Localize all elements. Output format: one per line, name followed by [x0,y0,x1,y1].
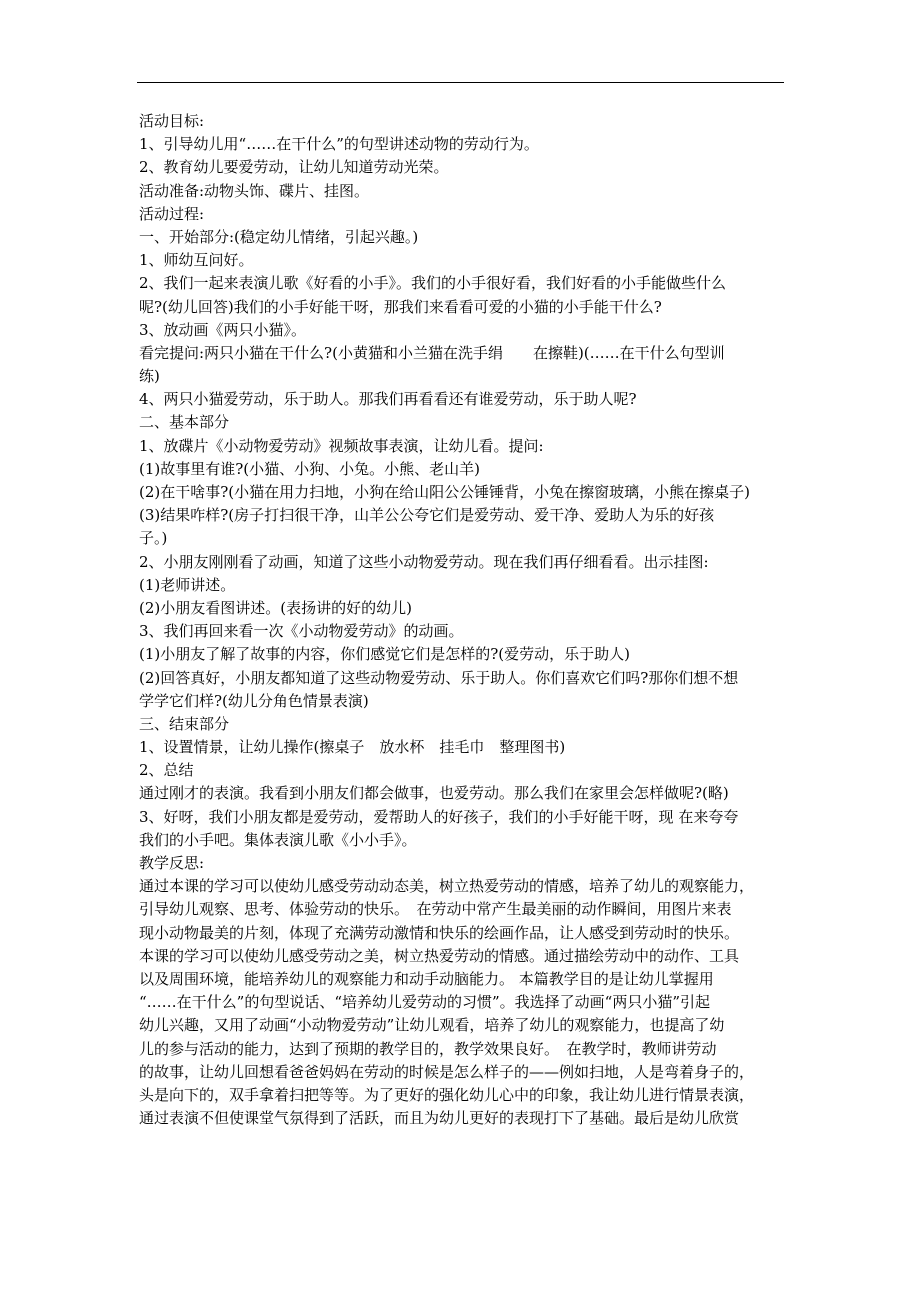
text-line: 2、教育幼儿要爱劳动，让幼儿知道劳动光荣。 [139,158,449,177]
text-line: 一、开始部分:(稳定幼儿情绪，引起兴趣。) [139,227,419,246]
text-line: 现小动物最美的片刻，体现了充满劳动激情和快乐的绘画作品，让人感受到劳动时的快乐。 [139,923,740,942]
text-line: (2)回答真好，小朋友都知道了这些动物爱劳动、乐于助人。你们喜欢它们吗?那你们想不想 [139,668,739,687]
text-line: 学学它们样?(幼儿分角色情景表演) [139,691,369,710]
text-line: 练) [139,367,160,386]
text-line: 引导幼儿观察、思考、体验劳动的快乐。 在劳动中常产生最美丽的动作瞬间，用图片来表 [139,900,732,919]
text-line: 3、我们再回来看一次《小动物爱劳动》的动画。 [139,622,464,641]
header-rule [137,82,784,83]
text-line: (2)在干啥事?(小猫在用力扫地，小狗在给山阳公公锤锤背，小兔在擦窗玻璃，小熊在擦桌子) [139,483,750,501]
text-line: 2、我们一起来表演儿歌《好看的小手》。我们的小手很好看，我们好看的小手能做些什么 [139,274,727,293]
text-line: 1、引导幼儿用“……在干什么”的句型讲述动物的劳动行为。 [139,135,539,154]
text-line: 教学反思: [139,854,205,872]
text-line: 我们的小手吧。集体表演儿歌《小小手》。 [139,830,417,849]
text-line: (1)故事里有谁?(小猫、小狗、小兔。小熊、老山羊) [139,459,480,478]
text-line: 活动准备:动物头饰、碟片、挂图。 [139,181,370,200]
text-line: 幼儿兴趣，又用了动画“小动物爱劳动”让幼儿观看，培养了幼儿的观察能力，也提高了幼 [139,1016,725,1035]
text-line: 三、结束部分 [139,714,230,733]
text-line: 1、师幼互问好。 [139,251,254,270]
text-line: 本课的学习可以使幼儿感受劳动之美，树立热爱劳动的情感。通过描绘劳动中的动作、工具 [139,946,740,965]
text-line: 通过刚才的表演。我看到小朋友们都会做事，也爱劳动。那么我们在家里会怎样做呢?(略) [139,784,729,803]
text-line: 看完提问:两只小猫在干什么?(小黄猫和小兰猫在洗手绢 在擦鞋)(……在干什么句型训 [139,343,725,362]
text-line: 通过表演不但使课堂气氛得到了活跃，而且为幼儿更好的表现打下了基础。最后是幼儿欣赏 [139,1109,740,1128]
text-line: 通过本课的学习可以使幼儿感受劳动动态美，树立热爱劳动的情感，培养了幼儿的观察能力， [139,877,755,896]
text-line: (2)小朋友看图讲述。(表扬讲的好的幼儿) [139,598,412,617]
text-line: 的故事，让幼儿回想看爸爸妈妈在劳动的时候是怎么样子的——例如扫地，人是弯着身子的， [139,1062,755,1081]
text-line: 子。) [139,529,168,548]
text-line: 儿的参与活动的能力，达到了预期的教学目的，教学效果良好。 在教学时，教师讲劳动 [139,1039,717,1058]
text-line: (3)结果咋样?(房子打扫很干净，山羊公公夸它们是爱劳动、爱干净、爱助人为乐的好孩 [139,506,715,525]
text-line: “……在干什么”的句型说话、“培养幼儿爱劳动的习惯”。我选择了动画“两只小猫”引起 [139,993,711,1012]
text-line: 1、放碟片《小动物爱劳动》视频故事表演，让幼儿看。提问: [139,436,544,455]
text-line: (1)小朋友了解了故事的内容，你们感觉它们是怎样的?(爱劳动，乐于助人) [139,645,630,664]
text-line: 二、基本部分 [139,413,230,432]
document-body [139,110,789,1130]
text-line: 以及周围环境，能培养幼儿的观察能力和动手动脑能力。 本篇教学目的是让幼儿掌握用 [139,969,714,988]
text-line: 4、两只小猫爱劳动，乐于助人。那我们再看看还有谁爱劳动，乐于助人呢? [139,390,637,409]
text-line: 头是向下的，双手拿着扫把等等。为了更好的强化幼儿心中的印象，我让幼儿进行情景表演， [139,1085,755,1104]
text-line: 2、总结 [139,761,194,780]
text-line: 1、设置情景，让幼儿操作(擦桌子 放水杯 挂毛巾 整理图书) [139,738,566,757]
text-line: 3、好呀，我们小朋友都是爱劳动，爱帮助人的好孩子，我们的小手好能干呀，现 在来夸夸 [139,807,739,826]
text-line: 2、小朋友刚刚看了动画，知道了这些小动物爱劳动。现在我们再仔细看看。出示挂图: [139,552,709,571]
text-line: 活动过程: [139,204,205,223]
text-line: 3、放动画《两只小猫》。 [139,320,307,339]
text-line: 活动目标: [139,112,205,130]
text-line: 呢?(幼儿回答)我们的小手好能干呀，那我们来看看可爱的小猫的小手能干什么? [139,297,662,316]
text-line: (1)老师讲述。 [139,575,236,594]
